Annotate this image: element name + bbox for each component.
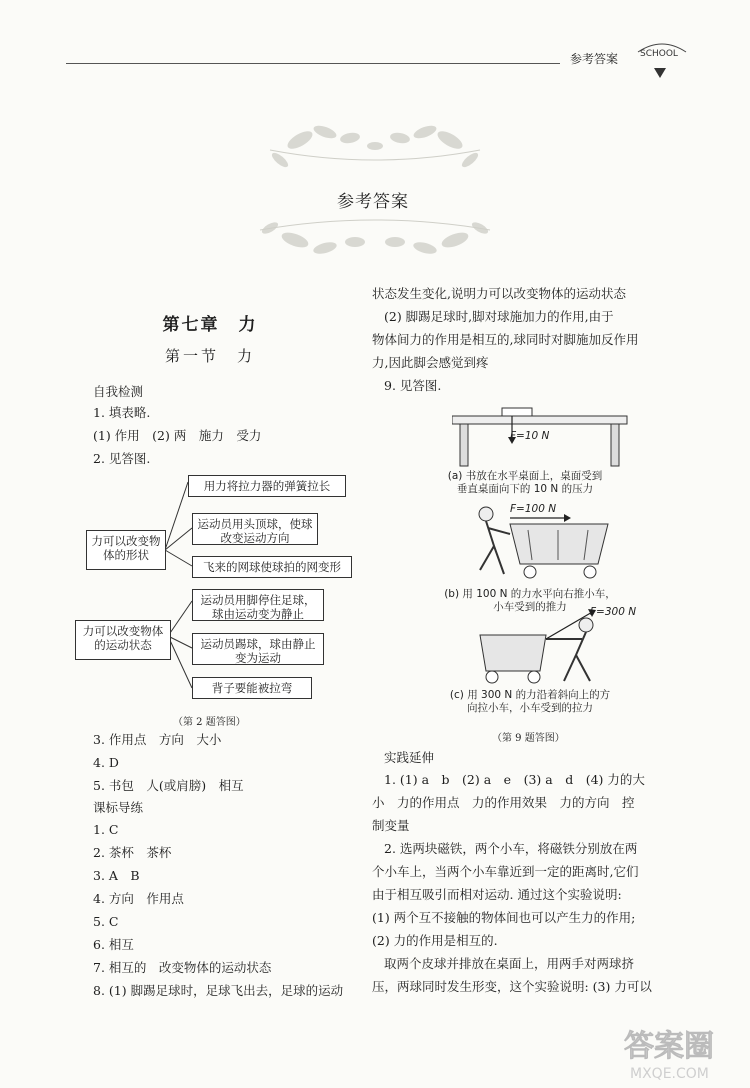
figure-caption: (a) 书放在水平桌面上，桌面受到 垂直桌面向下的 10 N 的压力 <box>447 470 603 495</box>
page-title: 参考答案 <box>337 192 409 212</box>
answer-line: 3. 作用点 方向 大小 <box>93 732 222 747</box>
answer-line: 9. 见答图. <box>384 378 442 393</box>
answer-line: 1. (1) a b (2) a e (3) a d (4) 力的大 <box>384 772 645 787</box>
answer-line: 3. A B <box>93 868 140 883</box>
watermark-logo-icon <box>620 1020 745 1084</box>
answer-line: 8. (1) 脚踢足球时，足球飞出去，足球的运动 <box>93 983 344 998</box>
answer-line: 5. 书包 人(或肩膀) 相互 <box>93 778 244 793</box>
answer-line: 1. 填表略. <box>93 405 151 420</box>
answer-line: 7. 相互的 改变物体的运动状态 <box>93 960 272 975</box>
svg-text:MXQE.COM: MXQE.COM <box>630 1066 709 1082</box>
figure-caption: (c) 用 300 N 的力沿着斜向上的方 向拉小车，小车受到的拉力 <box>449 689 611 714</box>
svg-text:答案圈: 答案圈 <box>624 1029 714 1064</box>
answer-line: 取两个皮球并排放在桌面上，用两手对两球挤 <box>384 956 635 971</box>
header-rule <box>66 63 560 64</box>
force-label: F=10 N <box>510 430 550 442</box>
concept-map-root-shape: 力可以改变物体的形状 <box>86 530 166 570</box>
answer-line: (1) 作用 (2) 两 施力 受力 <box>93 428 262 443</box>
answer-line: 2. 选两块磁铁，两个小车，将磁铁分别放在两 <box>384 841 638 856</box>
header-label: 参考答案 <box>570 52 619 66</box>
heading-drill: 课标导练 <box>93 800 144 815</box>
answer-line: 1. C <box>93 822 119 837</box>
chapter-title: 第七章 力 <box>162 315 258 335</box>
concept-map-item: 用力将拉力器的弹簧拉长 <box>188 475 346 497</box>
answer-line: 制变量 <box>372 818 410 833</box>
answer-line: 4. D <box>93 755 119 770</box>
answer-line: (2) 力的作用是相互的. <box>372 933 498 948</box>
concept-map-item: 背子要能被拉弯 <box>192 677 312 699</box>
figure-caption: （第 2 题答图） <box>173 717 246 728</box>
force-label: F=300 N <box>590 606 637 618</box>
answer-line: 状态发生变化,说明力可以改变物体的运动状态 <box>372 286 626 301</box>
concept-map-item: 运动员用头顶球，使球改变运动方向 <box>192 513 318 545</box>
answer-line: 2. 茶杯 茶杯 <box>93 845 172 860</box>
answer-line: 2. 见答图. <box>93 451 151 466</box>
answer-line: 个小车上，当两个小车靠近到一定的距离时,它们 <box>372 864 639 879</box>
force-label: F=100 N <box>510 503 557 515</box>
answer-line: 小 力的作用点 力的作用效果 力的方向 控 <box>372 795 635 810</box>
answer-line: 力,因此脚会感觉到疼 <box>372 355 489 370</box>
answer-line: (2) 脚踢足球时,脚对球施加力的作用,由于 <box>384 309 614 324</box>
answer-line: 5. C <box>93 914 119 929</box>
school-logo-icon <box>632 38 692 80</box>
answer-line: 6. 相互 <box>93 937 134 952</box>
concept-map-item: 运动员用脚停住足球，球由运动变为静止 <box>192 589 324 621</box>
section-title: 第一节 力 <box>164 347 255 365</box>
heading-practice: 实践延伸 <box>384 750 435 765</box>
concept-map-root-motion: 力可以改变物体的运动状态 <box>75 620 171 660</box>
answer-line: (1) 两个互不接触的物体间也可以产生力的作用; <box>372 910 636 925</box>
answer-line: 由于相互吸引而相对运动. 通过这个实验说明: <box>372 887 622 902</box>
answer-line: 物体间力的作用是相互的,球同时对脚施加反作用 <box>372 332 639 347</box>
answer-line: 压，两球同时发生形变，这个实验说明: (3) 力可以 <box>372 979 652 994</box>
answer-line: 4. 方向 作用点 <box>93 891 184 906</box>
heading-self-check: 自我检测 <box>93 384 144 399</box>
figure-caption: （第 9 题答图） <box>492 733 565 744</box>
concept-map-item: 飞来的网球使球拍的网变形 <box>192 556 352 578</box>
concept-map-item: 运动员踢球，球由静止变为运动 <box>192 633 324 665</box>
figure-caption: (b) 用 100 N 的力水平向右推小车， 小车受到的推力 <box>444 588 616 613</box>
svg-text:SCHOOL: SCHOOL <box>640 49 678 59</box>
